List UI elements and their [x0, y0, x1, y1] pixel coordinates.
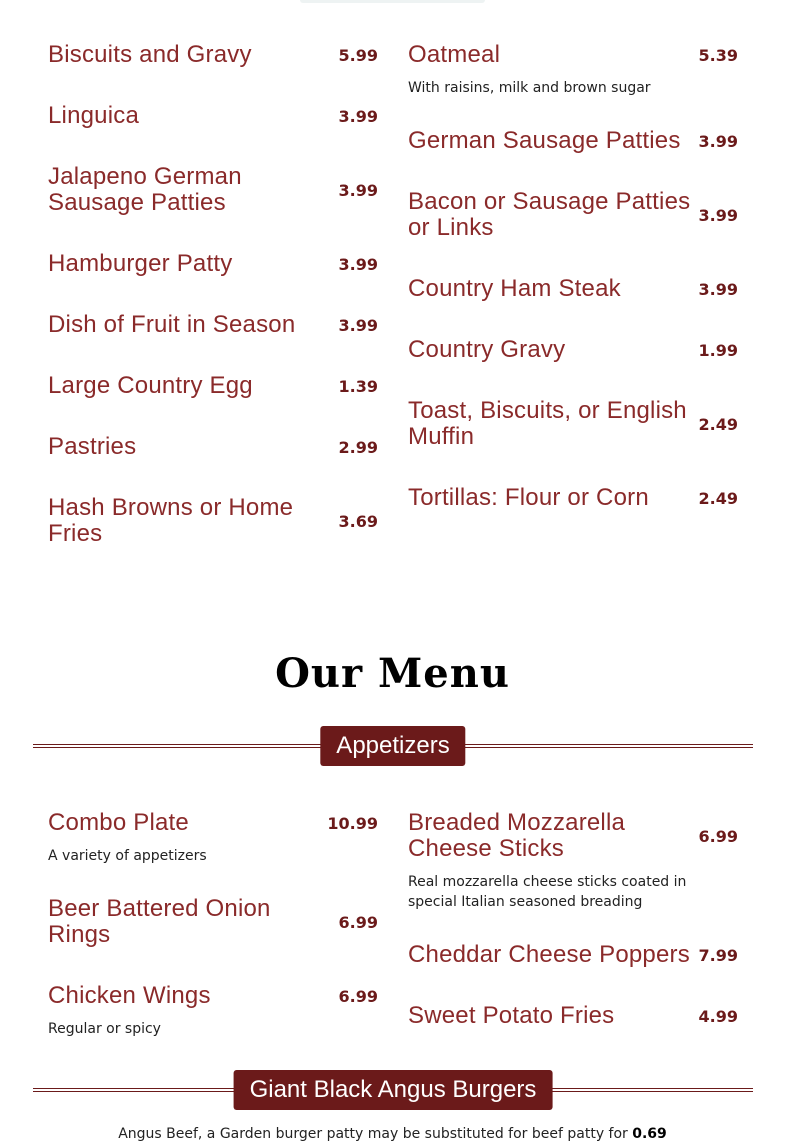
menu-item — [408, 942, 738, 968]
item-name: Hash Browns or Home Fries — [48, 494, 294, 547]
menu-item — [48, 896, 378, 948]
menu-item — [48, 251, 378, 277]
menu-item — [48, 495, 378, 547]
item-description: A variety of appetizers — [48, 848, 207, 864]
breakfast-sides-section — [48, 42, 738, 582]
burgers-header — [33, 1070, 753, 1110]
item-name: German Sausage Patties — [408, 127, 681, 154]
item-name: Chicken Wings — [48, 982, 211, 1009]
menu-item — [408, 128, 738, 154]
note-price: 0.69 — [632, 1126, 667, 1142]
item-price: 6.99 — [338, 986, 378, 1006]
item-price: 3.99 — [698, 131, 738, 151]
item-price: 3.99 — [698, 205, 738, 225]
appetizers-section — [48, 810, 738, 1074]
item-name: Linguica — [48, 102, 140, 129]
item-price: 3.99 — [338, 180, 378, 200]
item-name: Hamburger Patty — [48, 250, 233, 277]
item-name: Country Ham Steak — [408, 275, 621, 302]
item-name: Pastries — [48, 433, 137, 460]
item-name: Biscuits and Gravy — [48, 41, 252, 68]
item-price: 2.99 — [338, 437, 378, 457]
menu-item — [408, 42, 738, 98]
item-name: Tortillas: Flour or Corn — [408, 484, 649, 511]
item-name: Country Gravy — [408, 336, 566, 363]
menu-item — [408, 398, 738, 450]
item-price: 2.49 — [698, 414, 738, 434]
item-price: 3.99 — [338, 106, 378, 126]
menu-item — [48, 103, 378, 129]
item-name: Breaded Mozzarella Cheese Sticks — [408, 809, 626, 862]
menu-item — [48, 164, 378, 216]
item-name: Large Country Egg — [48, 372, 253, 399]
menu-item — [408, 1003, 738, 1029]
top-decoration — [300, 0, 485, 3]
menu-item — [48, 983, 378, 1039]
appetizers-right-column — [408, 810, 738, 1074]
item-price: 1.39 — [338, 376, 378, 396]
item-name: Dish of Fruit in Season — [48, 311, 296, 338]
menu-item — [48, 810, 378, 866]
menu-title: Our Menu — [275, 650, 510, 697]
item-price: 4.99 — [698, 1006, 738, 1026]
item-price: 3.99 — [338, 315, 378, 335]
appetizers-header — [33, 726, 753, 766]
section-label: Giant Black Angus Burgers — [234, 1070, 553, 1110]
item-name: Jalapeno German Sausage Patties — [48, 163, 242, 216]
item-name: Cheddar Cheese Poppers — [408, 941, 690, 968]
item-price: 3.69 — [338, 511, 378, 531]
item-name: Sweet Potato Fries — [408, 1002, 615, 1029]
menu-item — [48, 373, 378, 399]
item-description: With raisins, milk and brown sugar — [408, 80, 651, 96]
menu-item — [48, 312, 378, 338]
menu-item — [408, 276, 738, 302]
menu-item — [408, 810, 738, 912]
item-price: 3.99 — [698, 279, 738, 299]
item-name: Combo Plate — [48, 809, 189, 836]
item-price: 6.99 — [338, 912, 378, 932]
menu-item — [48, 42, 378, 68]
item-price: 5.39 — [698, 45, 738, 65]
breakfast-sides-left-column — [48, 42, 378, 582]
item-price: 6.99 — [698, 826, 738, 846]
menu-item — [408, 189, 738, 241]
item-name: Beer Battered Onion Rings — [48, 895, 271, 948]
item-name: Bacon or Sausage Patties or Links — [408, 188, 691, 241]
note-text: Angus Beef, a Garden burger patty may be substituted for beef patty for — [118, 1126, 633, 1142]
breakfast-sides-right-column — [408, 42, 738, 582]
item-description: Real mozzarella cheese sticks coated in special Italian seasoned breading — [408, 874, 687, 910]
menu-item — [48, 434, 378, 460]
appetizers-left-column — [48, 810, 378, 1074]
item-price: 2.49 — [698, 488, 738, 508]
item-name: Oatmeal — [408, 41, 501, 68]
burgers-note — [0, 1126, 785, 1142]
item-price: 3.99 — [338, 254, 378, 274]
item-price: 10.99 — [327, 813, 378, 833]
item-name: Toast, Biscuits, or English Muffin — [408, 397, 687, 450]
menu-item — [408, 337, 738, 363]
item-price: 7.99 — [698, 945, 738, 965]
section-label: Appetizers — [320, 726, 465, 766]
item-price: 5.99 — [338, 45, 378, 65]
menu-item — [408, 485, 738, 511]
item-price: 1.99 — [698, 340, 738, 360]
item-description: Regular or spicy — [48, 1021, 161, 1037]
